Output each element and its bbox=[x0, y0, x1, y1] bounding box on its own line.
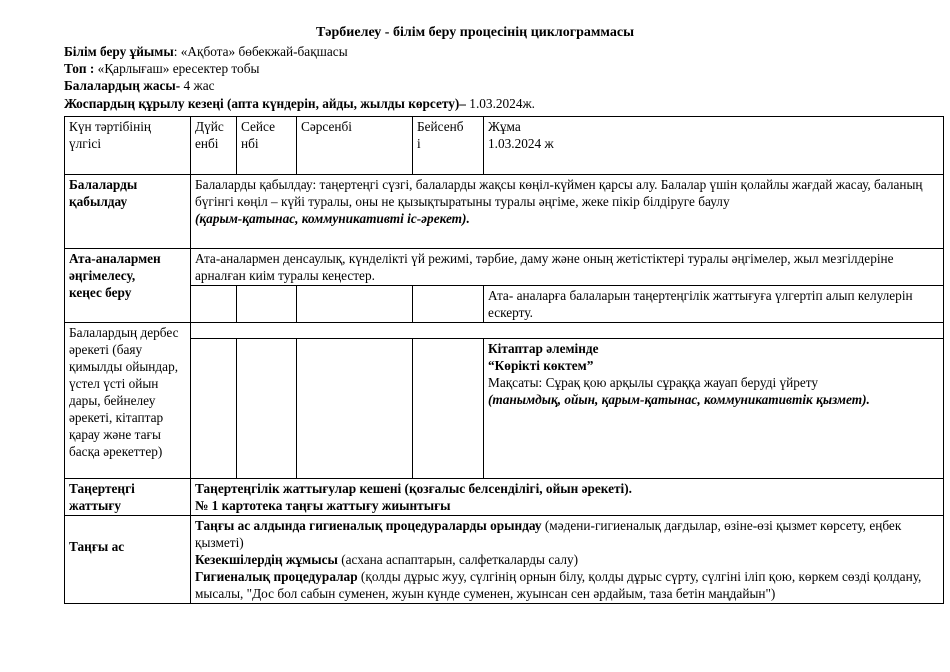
header-routine-line1: Күн тәртібінің bbox=[69, 119, 152, 134]
independent-wednesday bbox=[297, 339, 413, 479]
plan-value: 1.03.2024ж. bbox=[465, 96, 535, 111]
breakfast-p3-rest: (қолды дұрыс жуу, сүлгінің орнын білу, қолды дұрыс сүрту, сүлгіні іліп қою, көркем сөзді қолдану, мысалы, "Дос бол сабын суменен, жуын күнде суменен, жуынсан сен әрдайым, таза бетін маңдайын") bbox=[195, 569, 922, 601]
parents-row-top bbox=[65, 249, 944, 286]
independent-thursday bbox=[413, 339, 484, 479]
header-tuesday bbox=[237, 117, 297, 175]
independent-fri-subtitle: “Көрікті көктем” bbox=[488, 358, 594, 373]
parents-monday bbox=[191, 286, 237, 323]
org-label: Білім беру ұйымы bbox=[64, 44, 174, 59]
header-tuesday-line1: Сейсе bbox=[241, 119, 276, 134]
header-monday-line2: енбі bbox=[195, 136, 219, 151]
cyclogram-table bbox=[64, 116, 944, 604]
parents-label bbox=[65, 249, 191, 323]
breakfast-p2-bold: Кезекшілердің жұмысы bbox=[195, 552, 338, 567]
header-friday-line1: Жұма bbox=[488, 119, 521, 134]
header-row bbox=[65, 117, 944, 175]
breakfast-label: Таңғы ас bbox=[65, 516, 191, 604]
parents-wednesday bbox=[297, 286, 413, 323]
parents-label-line1: Ата-аналармен bbox=[69, 251, 161, 266]
org-line bbox=[64, 43, 348, 60]
age-value: 4 жас bbox=[180, 78, 215, 93]
age-line bbox=[64, 77, 215, 94]
independent-monday bbox=[191, 339, 237, 479]
breakfast-p1-rest: (мәдени-гигиеналық дағдылар, өзіне-өзі қызмет көрсету, еңбек қызметі) bbox=[195, 518, 902, 550]
independent-fri-title: Кітаптар әлемінде bbox=[488, 341, 599, 356]
reception-text: Балаларды қабылдау: таңертеңгі сүзгі, балаларды жақсы көңіл-күймен қарсы алу. Балалар үшін қолайлы жағдай жасау, баланың бүгінгі көңіл – күйі туралы, оны не қызықтыратыны туралы әңгіме, жеке пікір білдіруге баулу bbox=[195, 177, 923, 209]
parents-content: Ата-аналармен денсаулық, күнделікті үй режимі, тәрбие, даму және оның жетістіктері туралы әңгімелер, жыл мезгілдеріне арналған киім туралы кеңестер. bbox=[191, 249, 944, 286]
exercise-label bbox=[65, 479, 191, 516]
header-thursday bbox=[413, 117, 484, 175]
parents-row-days bbox=[65, 286, 944, 323]
independent-fri-goal: Мақсаты: Сұрақ қою арқылы сұраққа жауап беруді үйрету bbox=[488, 375, 819, 390]
exercise-row bbox=[65, 479, 944, 516]
parents-label-line3: кеңес беру bbox=[69, 285, 132, 300]
breakfast-p3-bold: Гигиеналық процедуралар bbox=[195, 569, 358, 584]
plan-line bbox=[64, 95, 535, 112]
breakfast-p3 bbox=[195, 568, 939, 602]
exercise-line1: Таңертеңгілік жаттығулар кешені (қозғалыс белсенділігі, ойын әрекеті). bbox=[195, 481, 633, 496]
reception-note: (қарым-қатынас, коммуникативті іс-әрекет). bbox=[195, 211, 470, 226]
reception-row bbox=[65, 175, 944, 249]
header-friday bbox=[484, 117, 944, 175]
independent-spacer bbox=[191, 323, 944, 339]
header-tuesday-line2: нбі bbox=[241, 136, 259, 151]
exercise-line2: № 1 картотека таңғы жаттығу жиынтығы bbox=[195, 498, 451, 513]
header-friday-line2: 1.03.2024 ж bbox=[488, 136, 554, 151]
reception-label-line2: қабылдау bbox=[69, 194, 128, 209]
breakfast-content bbox=[191, 516, 944, 604]
independent-tuesday bbox=[237, 339, 297, 479]
header-routine bbox=[65, 117, 191, 175]
breakfast-p2 bbox=[195, 551, 939, 568]
org-value: : «Ақбота» бөбекжай-бақшасы bbox=[173, 44, 348, 59]
header-routine-line2: үлгісі bbox=[69, 136, 102, 151]
exercise-label-line1: Таңертеңгі bbox=[69, 481, 135, 496]
header-thursday-line2: і bbox=[417, 136, 421, 151]
group-label: Топ : bbox=[64, 61, 95, 76]
parents-thursday bbox=[413, 286, 484, 323]
header-monday-line1: Дүйс bbox=[195, 119, 224, 134]
header-thursday-line1: Бейсенб bbox=[417, 119, 464, 134]
breakfast-p1 bbox=[195, 517, 939, 551]
reception-content bbox=[191, 175, 944, 249]
independent-label: Балалардың дербес әрекеті (баяу қимылды ойындар, үстел үсті ойын дары, бейнелеу әрекеті, кітаптар қарау және тағы басқа әрекеттер) bbox=[65, 323, 191, 479]
breakfast-p2-rest: (асхана аспаптарын, салфеткаларды салу) bbox=[337, 552, 579, 567]
breakfast-p1-bold: Таңғы ас алдында гигиеналық процедураларды орындау bbox=[195, 518, 542, 533]
independent-fri-note: (танымдық, ойын, қарым-қатынас, коммуникативтік қызмет). bbox=[488, 392, 870, 407]
parents-friday: Ата- аналарға балаларын таңертеңгілік жаттығуға үлгертіп алып келулерін ескерту. bbox=[484, 286, 944, 323]
reception-label bbox=[65, 175, 191, 249]
header-monday bbox=[191, 117, 237, 175]
parents-label-line2: әңгімелесу, bbox=[69, 268, 136, 283]
parents-tuesday bbox=[237, 286, 297, 323]
independent-friday bbox=[484, 339, 944, 479]
breakfast-row bbox=[65, 516, 944, 604]
document-title: Тәрбиелеу - білім беру процесінің циклограммасы bbox=[315, 25, 635, 40]
plan-label: Жоспардың құрылу кезеңі (апта күндерін, айды, жылды көрсету)– bbox=[64, 96, 466, 111]
header-wednesday: Сәрсенбі bbox=[297, 117, 413, 175]
reception-label-line1: Балаларды bbox=[69, 177, 138, 192]
independent-row-days bbox=[65, 339, 944, 479]
exercise-label-line2: жаттығу bbox=[69, 498, 122, 513]
exercise-content bbox=[191, 479, 944, 516]
group-line bbox=[64, 60, 259, 77]
age-label: Балалардың жасы- bbox=[64, 78, 181, 93]
group-value: «Қарлығаш» ересектер тобы bbox=[94, 61, 260, 76]
independent-row-top bbox=[65, 323, 944, 339]
